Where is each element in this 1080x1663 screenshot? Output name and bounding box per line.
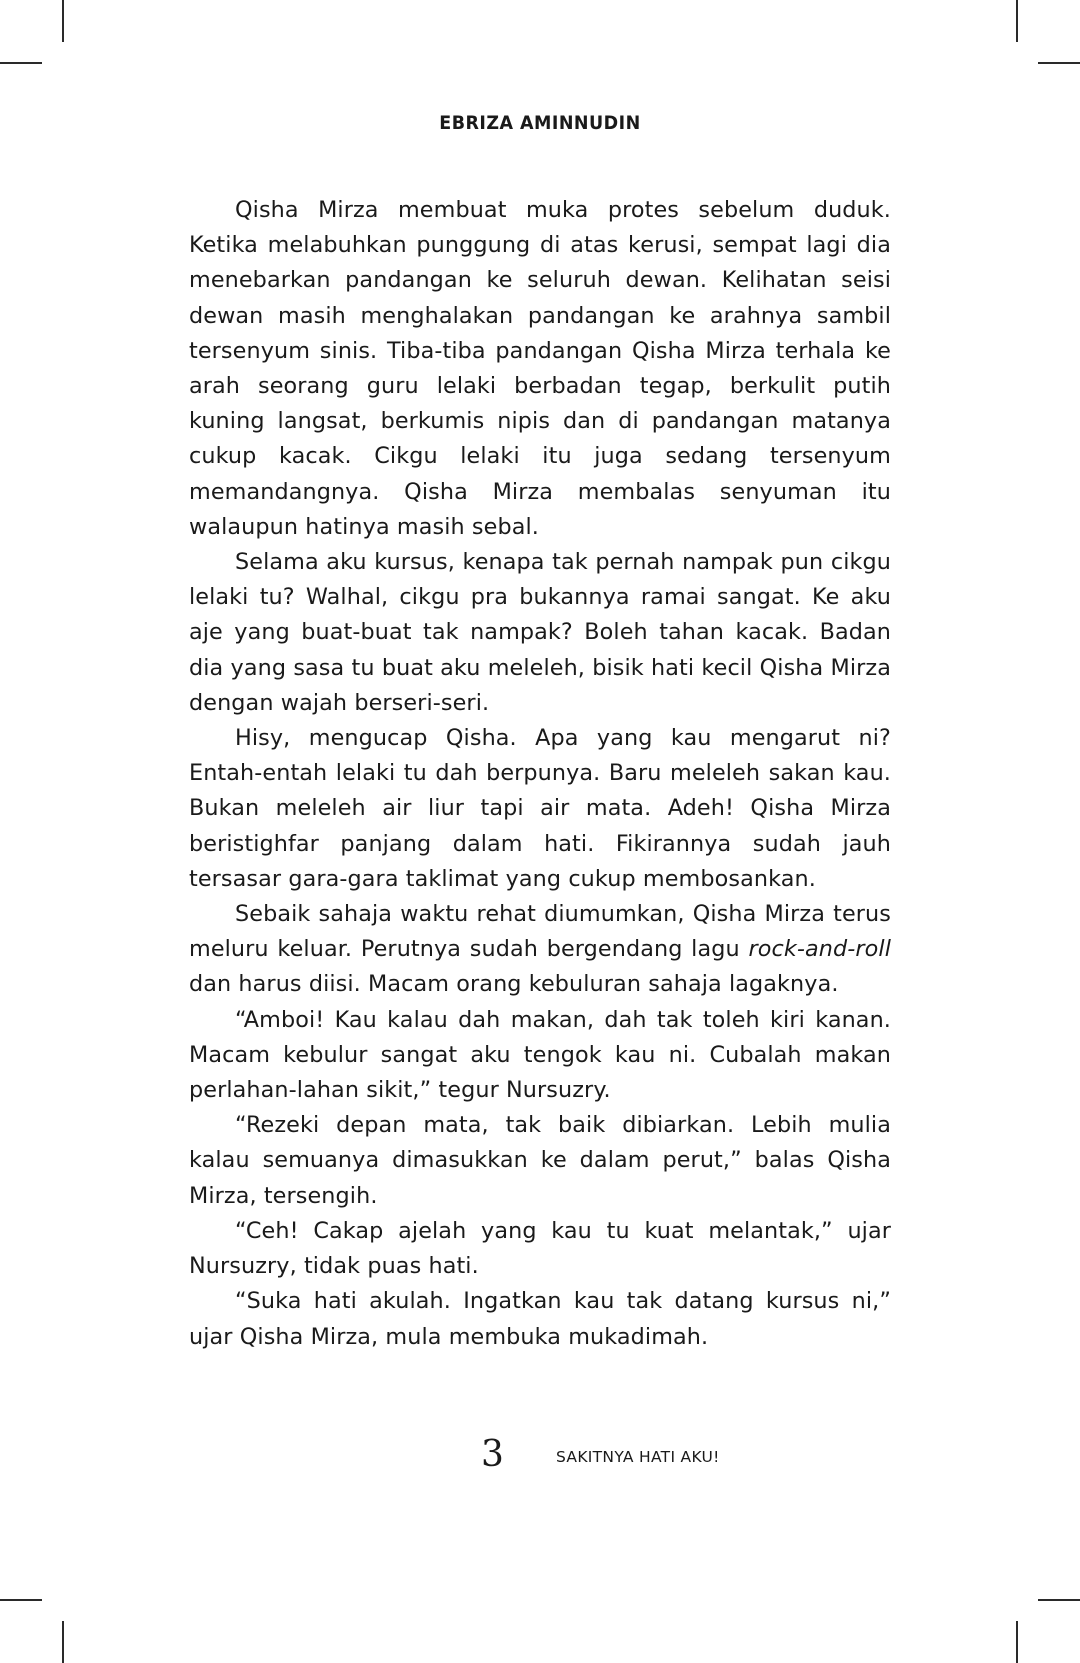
paragraph — [189, 897, 891, 1003]
paragraph-text: “Ceh! Cakap ajelah yang kau tu kuat melantak,” ujar Nursuzry, tidak puas hati. — [189, 1217, 891, 1280]
paragraph-text: “Rezeki depan mata, tak baik dibiarkan. Lebih mulia kalau semuanya dimasukkan ke dalam perut,” balas Qisha Mirza, tersengih. — [189, 1112, 891, 1209]
paragraph — [189, 1108, 891, 1214]
page-number: 3 — [481, 1434, 504, 1475]
paragraph — [189, 545, 891, 721]
crop-mark-top-left-vertical — [62, 0, 64, 42]
paragraph-text: dan harus diisi. Macam orang kebuluran sahaja lagaknya. — [189, 971, 839, 998]
paragraph-text: Selama aku kursus, kenapa tak pernah nampak pun cikgu lelaki tu? Walhal, cikgu pra bukannya ramai sangat. Ke aku aje yang buat-buat tak nampak? Boleh tahan kacak. Badan dia yang sasa tu buat aku meleleh, bisik hati kecil Qisha Mirza dengan wajah berseri-seri. — [189, 549, 891, 716]
crop-mark-bottom-right-horizontal — [1038, 1599, 1080, 1601]
body-text — [189, 193, 891, 1355]
crop-mark-bottom-left-vertical — [62, 1621, 64, 1663]
paragraph-text: Qisha Mirza membuat muka protes sebelum duduk. Ketika melabuhkan punggung di atas kerusi, sempat lagi dia menebarkan pandangan ke seluruh dewan. Kelihatan seisi dewan masih menghalakan pandangan ke arahnya sambil tersenyum sinis. Tiba-tiba pandangan Qisha Mirza terhala ke arah seorang guru lelaki berbadan tegap, berkulit putih kuning langsat, berkumis nipis dan di pandangan matanya cukup kacak. Cikgu lelaki itu juga sedang tersenyum memandangnya. Qisha Mirza membalas senyuman itu walaupun hatinya masih sebal. — [189, 197, 891, 540]
paragraph-italic-text: rock-and-roll — [748, 936, 891, 963]
crop-mark-top-right-vertical — [1016, 0, 1018, 42]
paragraph — [189, 1214, 891, 1284]
crop-mark-bottom-right-vertical — [1016, 1621, 1018, 1663]
paragraph-text: “Suka hati akulah. Ingatkan kau tak datang kursus ni,” ujar Qisha Mirza, mula membuka mukadimah. — [189, 1288, 891, 1350]
paragraph — [189, 1284, 891, 1354]
crop-mark-top-left-horizontal — [0, 62, 42, 64]
running-foot-title: SAKITNYA HATI AKU! — [556, 1448, 720, 1466]
paragraph-text: Sebaik sahaja waktu rehat diumumkan, Qisha Mirza terus meluru keluar. Perutnya sudah bergendang lagu — [189, 901, 891, 963]
paragraph-text: Hisy, mengucap Qisha. Apa yang kau mengarut ni? Entah-entah lelaki tu dah berpunya. Baru meleleh sakan kau. Bukan meleleh air liur tapi air mata. Adeh! Qisha Mirza beristighfar panjang dalam hati. Fikirannya sudah jauh tersasar gara-gara taklimat yang cukup membosankan. — [189, 725, 891, 892]
running-head-author: EBRIZA AMINNUDIN — [439, 112, 641, 134]
paragraph — [189, 1003, 891, 1109]
paragraph — [189, 193, 891, 545]
crop-mark-top-right-horizontal — [1038, 62, 1080, 64]
crop-mark-bottom-left-horizontal — [0, 1599, 42, 1601]
paragraph — [189, 721, 891, 897]
paragraph-text: “Amboi! Kau kalau dah makan, dah tak toleh kiri kanan. Macam kebulur sangat aku tengok kau ni. Cubalah makan perlahan-lahan sikit,” tegur Nursuzry. — [189, 1006, 891, 1104]
